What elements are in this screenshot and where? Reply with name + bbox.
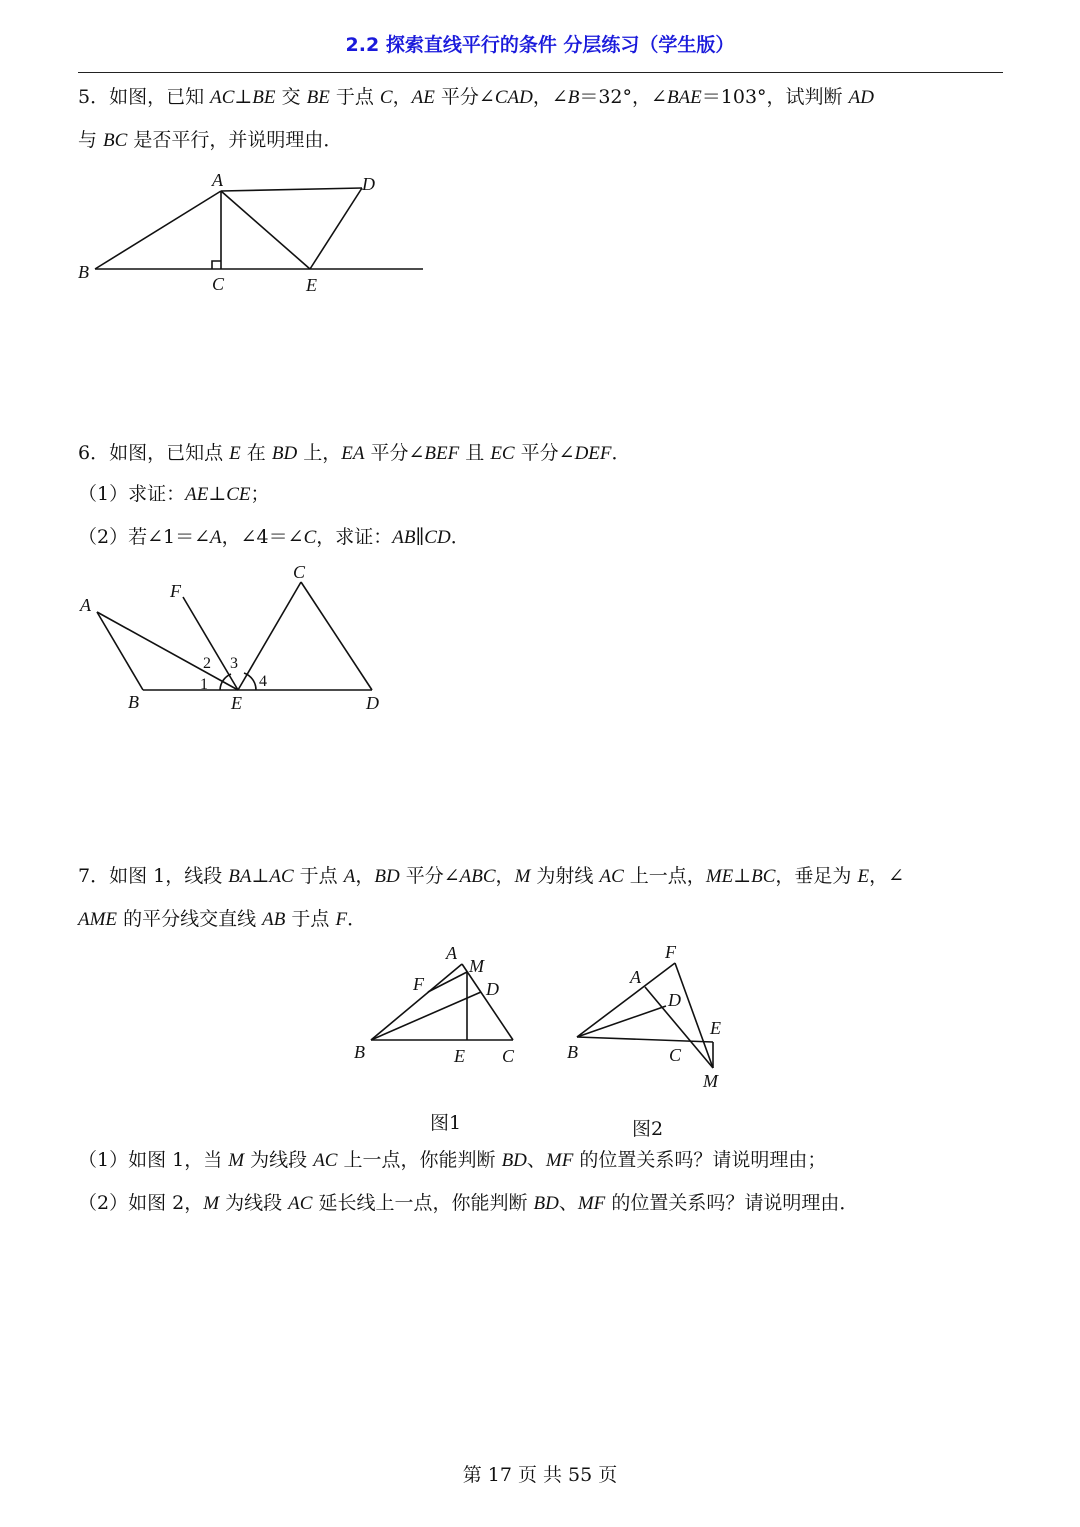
text: ，∠4＝∠ (221, 526, 304, 548)
var: A (210, 527, 222, 548)
q7-fig2-label-B: B (567, 1042, 578, 1062)
text: 于点 (329, 86, 380, 108)
q7-fig2-line-BE (577, 1037, 713, 1042)
text: 平分∠ (434, 86, 495, 108)
text: ． (611, 442, 631, 464)
q6-label-C: C (293, 562, 306, 582)
page-header-title: 2.2 探索直线平行的条件 分层练习（学生版） (345, 34, 735, 56)
var: MF (577, 1193, 606, 1214)
text: 为线段 (219, 1192, 289, 1214)
text: 7．如图 1，线段 (78, 865, 229, 887)
var: BC (751, 866, 776, 887)
q5-label-C: C (212, 274, 225, 294)
q7-fig1-label-A: A (446, 943, 457, 963)
q6-label-B: B (128, 692, 139, 712)
text: 、 (526, 1149, 546, 1171)
text: （1）求证： (78, 483, 186, 505)
text: ∥ (415, 526, 425, 548)
var: AB (392, 527, 416, 548)
q7-fig2-label-F: F (665, 942, 676, 962)
var: DEF (574, 443, 612, 464)
var: AC (269, 866, 294, 887)
text: ＝32°，∠ (579, 86, 667, 108)
text: ， (355, 865, 375, 887)
var: E (857, 866, 870, 887)
text: 且 (459, 442, 491, 464)
var: MF (545, 1150, 574, 1171)
var: CAD (494, 87, 533, 108)
text: 6．如图，已知点 (78, 442, 230, 464)
var: AE (411, 87, 435, 108)
var: AE (185, 484, 209, 505)
text: 在 (240, 442, 272, 464)
text: ⊥ (733, 865, 752, 887)
var: A (343, 866, 356, 887)
text: 平分∠ (514, 442, 575, 464)
text: 是否平行，并说明理由． (127, 129, 343, 151)
var: BE (252, 87, 276, 108)
q7-fig1-lines (371, 964, 513, 1040)
var: BAE (666, 87, 702, 108)
var: BD (271, 443, 298, 464)
var: CD (424, 527, 451, 548)
q7-fig1-label-B: B (354, 1042, 365, 1062)
var: AME (78, 909, 118, 930)
q7-fig1-label-D: D (486, 979, 499, 999)
text: 平分∠ (364, 442, 425, 464)
var: BE (306, 87, 330, 108)
text: ，∠ (869, 865, 904, 887)
var: M (203, 1193, 220, 1214)
var: M (514, 866, 531, 887)
q6-label-E: E (231, 693, 242, 713)
text: （2）如图 2， (78, 1192, 204, 1214)
q7-fig1-label-E: E (454, 1046, 465, 1066)
q7-fig1-line-MF (428, 972, 467, 992)
var: C (379, 87, 393, 108)
text: 为线段 (244, 1149, 314, 1171)
q7-sub2 (78, 1188, 858, 1219)
text: 上一点， (623, 865, 706, 887)
text: 延长线上一点，你能判断 (312, 1192, 534, 1214)
var: BC (103, 130, 128, 151)
var: BD (501, 1150, 527, 1171)
text: ⊥ (234, 86, 253, 108)
q7-fig2-line-BD (577, 1006, 666, 1037)
q6-label-A: A (80, 595, 91, 615)
text: ， (495, 865, 515, 887)
q6-label-F: F (170, 581, 181, 601)
var: EC (490, 443, 515, 464)
q7-fig1-caption: 图1 (430, 1112, 462, 1134)
var: AC (313, 1150, 338, 1171)
q7-sub1 (78, 1145, 826, 1176)
text: ，求证： (316, 526, 393, 548)
var: B (567, 87, 580, 108)
text: 为射线 (530, 865, 600, 887)
text: 于点 (285, 908, 336, 930)
text: 上一点，你能判断 (337, 1149, 502, 1171)
q6-label-D: D (366, 693, 379, 713)
var: AC (210, 87, 235, 108)
var: AC (288, 1193, 313, 1214)
var: ABC (459, 866, 496, 887)
q6-angle-1: 1 (200, 676, 208, 693)
q7-fig2-caption: 图2 (632, 1118, 664, 1140)
q5-label-D: D (362, 174, 375, 194)
q6-angle-4: 4 (259, 673, 267, 690)
q7-fig1-line-BD (371, 992, 481, 1040)
q7-fig2-label-A: A (630, 967, 641, 987)
text: 与 (78, 129, 104, 151)
var: C (303, 527, 317, 548)
q7-fig2-label-M: M (703, 1071, 718, 1091)
q5-label-E: E (306, 275, 317, 295)
q7-fig2-line-BF (577, 963, 675, 1037)
text: （1）如图 1，当 (78, 1149, 229, 1171)
var: BD (533, 1193, 559, 1214)
q7-fig2-label-E: E (710, 1018, 721, 1038)
q7-fig1-label-F: F (413, 974, 424, 994)
text: 上， (297, 442, 342, 464)
var: M (228, 1150, 245, 1171)
q5-label-A: A (212, 170, 223, 190)
var: BEF (424, 443, 460, 464)
text: 5．如图，已知 (78, 86, 211, 108)
var: BD (374, 866, 400, 887)
q7-fig2-label-D: D (668, 990, 681, 1010)
text: ⊥ (208, 483, 227, 505)
text: ，垂足为 (775, 865, 858, 887)
q7-fig2-label-C: C (669, 1045, 682, 1065)
text: ，∠ (532, 86, 568, 108)
var: EA (341, 443, 365, 464)
var: BA (228, 866, 252, 887)
var: F (335, 909, 348, 930)
text: ， (392, 86, 412, 108)
text: 的位置关系吗？请说明理由． (605, 1192, 859, 1214)
var: AC (599, 866, 624, 887)
q6-angle-2: 2 (203, 655, 211, 672)
q7-fig2-lines (577, 963, 713, 1068)
q5-label-B: B (78, 262, 89, 282)
q7-fig1-label-M: M (469, 956, 484, 976)
text: （2）若∠1＝∠ (78, 526, 211, 548)
text: ； (250, 483, 270, 505)
var: CE (226, 484, 251, 505)
var: AD (848, 87, 874, 108)
text: ⊥ (251, 865, 270, 887)
var: E (229, 443, 241, 464)
text: 平分∠ (399, 865, 460, 887)
text: 于点 (293, 865, 344, 887)
q6-angle-3: 3 (230, 655, 238, 672)
text: ＝103°，试判断 (701, 86, 849, 108)
q7-fig1-label-C: C (502, 1046, 515, 1066)
text: 、 (558, 1192, 578, 1214)
text: 的平分线交直线 (117, 908, 263, 930)
var: ME (705, 866, 734, 887)
text: 的位置关系吗？请说明理由； (573, 1149, 827, 1171)
page-footer: 第 17 页 共 55 页 (462, 1464, 618, 1486)
var: AB (262, 909, 286, 930)
text: 交 (275, 86, 307, 108)
text: ． (347, 908, 367, 930)
text: ． (450, 526, 470, 548)
